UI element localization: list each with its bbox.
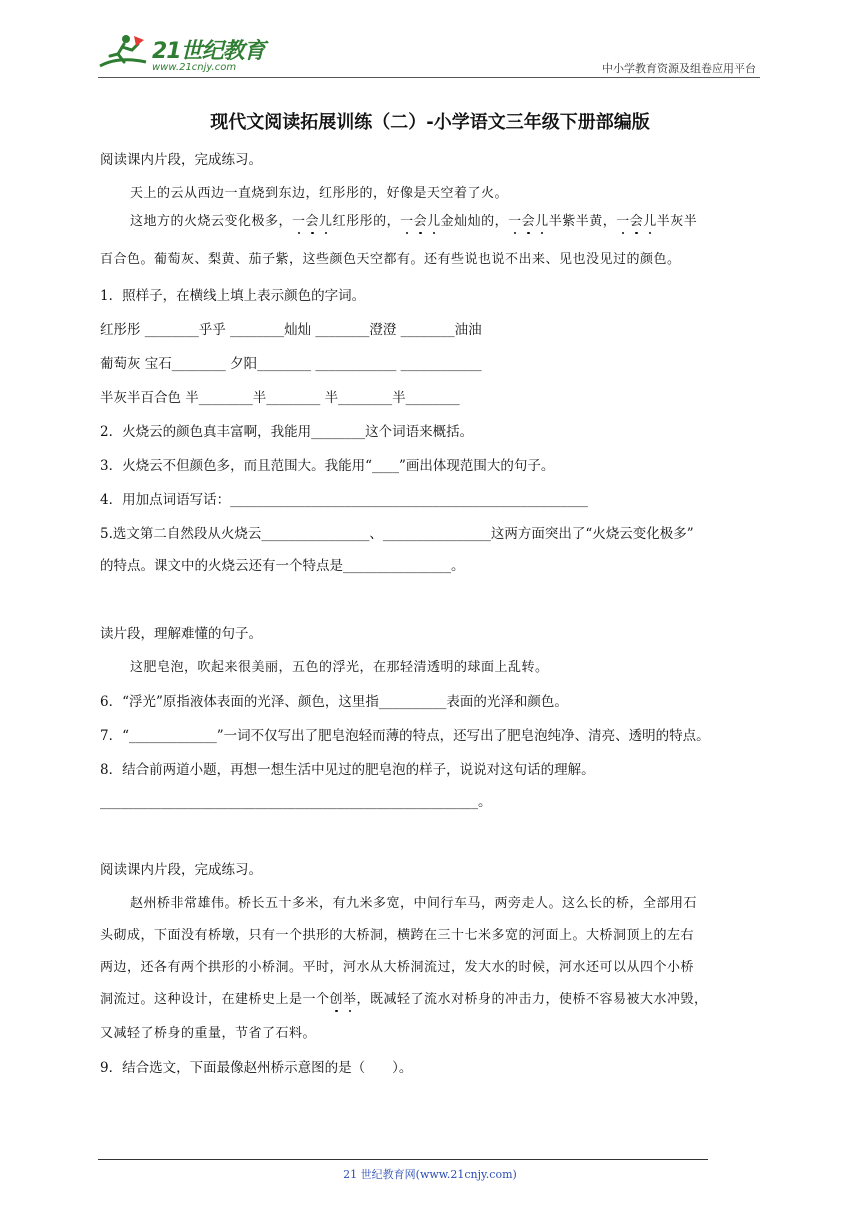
section1-intro: 阅读课内片段，完成练习。 <box>100 152 262 168</box>
dotted-word: 一会儿 <box>292 214 333 229</box>
question-8-blank: ________________________________________________________。 <box>100 794 492 810</box>
question-8: 8．结合前两道小题，再想一想生活中见过的肥皂泡的样子，说说对这句话的理解。 <box>100 762 595 778</box>
section3-line3: 两边，还各有两个拱形的小桥洞。平时，河水从大桥洞流过，发大水的时候，河水还可以从四个小桥 <box>100 960 695 975</box>
section1-para1: 天上的云从西边一直烧到东边，红彤彤的，好像是天空着了火。 <box>130 186 509 201</box>
footer-text: 21 世纪教育网(www.21cnjy.com) <box>343 1168 517 1181</box>
question-5-line1: 5.选文第二自然段从火烧云________________、________________这两方面突出了“火烧云变化极多” <box>100 526 694 542</box>
section3-intro: 阅读课内片段，完成练习。 <box>100 862 262 878</box>
question-7: 7．“_____________”一词不仅写出了肥皂泡轻而薄的特点，还写出了肥皂泡纯净、清亮、透明的特点。 <box>100 728 710 744</box>
footer-divider <box>98 1159 708 1160</box>
question-1-row2: 葡萄灰 宝石________ 夕阳________ ____________ ____________ <box>100 356 482 372</box>
header-divider <box>98 77 760 78</box>
question-9: 9．结合选文，下面最像赵州桥示意图的是（ ）。 <box>100 1060 413 1076</box>
section3-line4: 洞流过。这种设计，在建桥史上是一个创举，既减轻了流水对桥身的冲击力，使桥不容易被大水冲毁， <box>100 992 708 1007</box>
page-title: 现代文阅读拓展训练（二）-小学语文三年级下册部编版 <box>210 112 650 133</box>
section3-line1: 赵州桥非常雄伟。桥长五十多米，有九米多宽，中间行车马，两旁走人。这么长的桥，全部用石 <box>130 896 698 911</box>
question-5-line2: 的特点。课文中的火烧云还有一个特点是________________。 <box>100 558 465 574</box>
question-1-row1: 红彤彤 ________乎乎 ________灿灿 ________澄澄 ________油油 <box>100 322 482 338</box>
logo-url: www.21cnjy.com <box>152 62 237 73</box>
section3-line2: 头砌成，下面没有桥墩，只有一个拱形的大桥洞，横跨在三十七米多宽的河面上。大桥洞顶上的左右 <box>100 928 695 943</box>
question-6: 6．“浮光”原指液体表面的光泽、颜色，这里指__________表面的光泽和颜色。 <box>100 694 568 710</box>
runner-logo-icon <box>98 32 150 72</box>
question-3: 3．火烧云不但颜色多，而且范围大。我能用“____”画出体现范围大的句子。 <box>100 458 555 474</box>
page-header <box>98 30 760 78</box>
section2-intro: 读片段，理解难懂的句子。 <box>100 626 262 642</box>
section1-para2: 这地方的火烧云变化极多，一会儿红彤彤的，一会儿金灿灿的，一会儿半紫半黄，一会儿半灰半 <box>130 214 698 229</box>
section1-para3: 百合色。葡萄灰、梨黄、茄子紫，这些颜色天空都有。还有些说也说不出来、见也没见过的颜色。 <box>100 252 681 267</box>
header-tagline: 中小学教育资源及组卷应用平台 <box>602 62 756 75</box>
section2-para1: 这肥皂泡，吹起来很美丽，五色的浮光，在那轻清透明的球面上乱转。 <box>130 660 549 675</box>
dotted-word: 创举 <box>329 992 357 1007</box>
question-4: 4．用加点词语写话：_____________________________________________________ <box>100 492 588 508</box>
question-1-row3: 半灰半百合色 半________半________ 半________半________ <box>100 390 460 406</box>
section3-line5: 又减轻了桥身的重量，节省了石料。 <box>100 1026 317 1041</box>
question-1: 1．照样子，在横线上填上表示颜色的字词。 <box>100 288 366 304</box>
logo-text: 21世纪教育 <box>152 39 265 64</box>
question-2: 2．火烧云的颜色真丰富啊，我能用________这个词语来概括。 <box>100 424 474 440</box>
